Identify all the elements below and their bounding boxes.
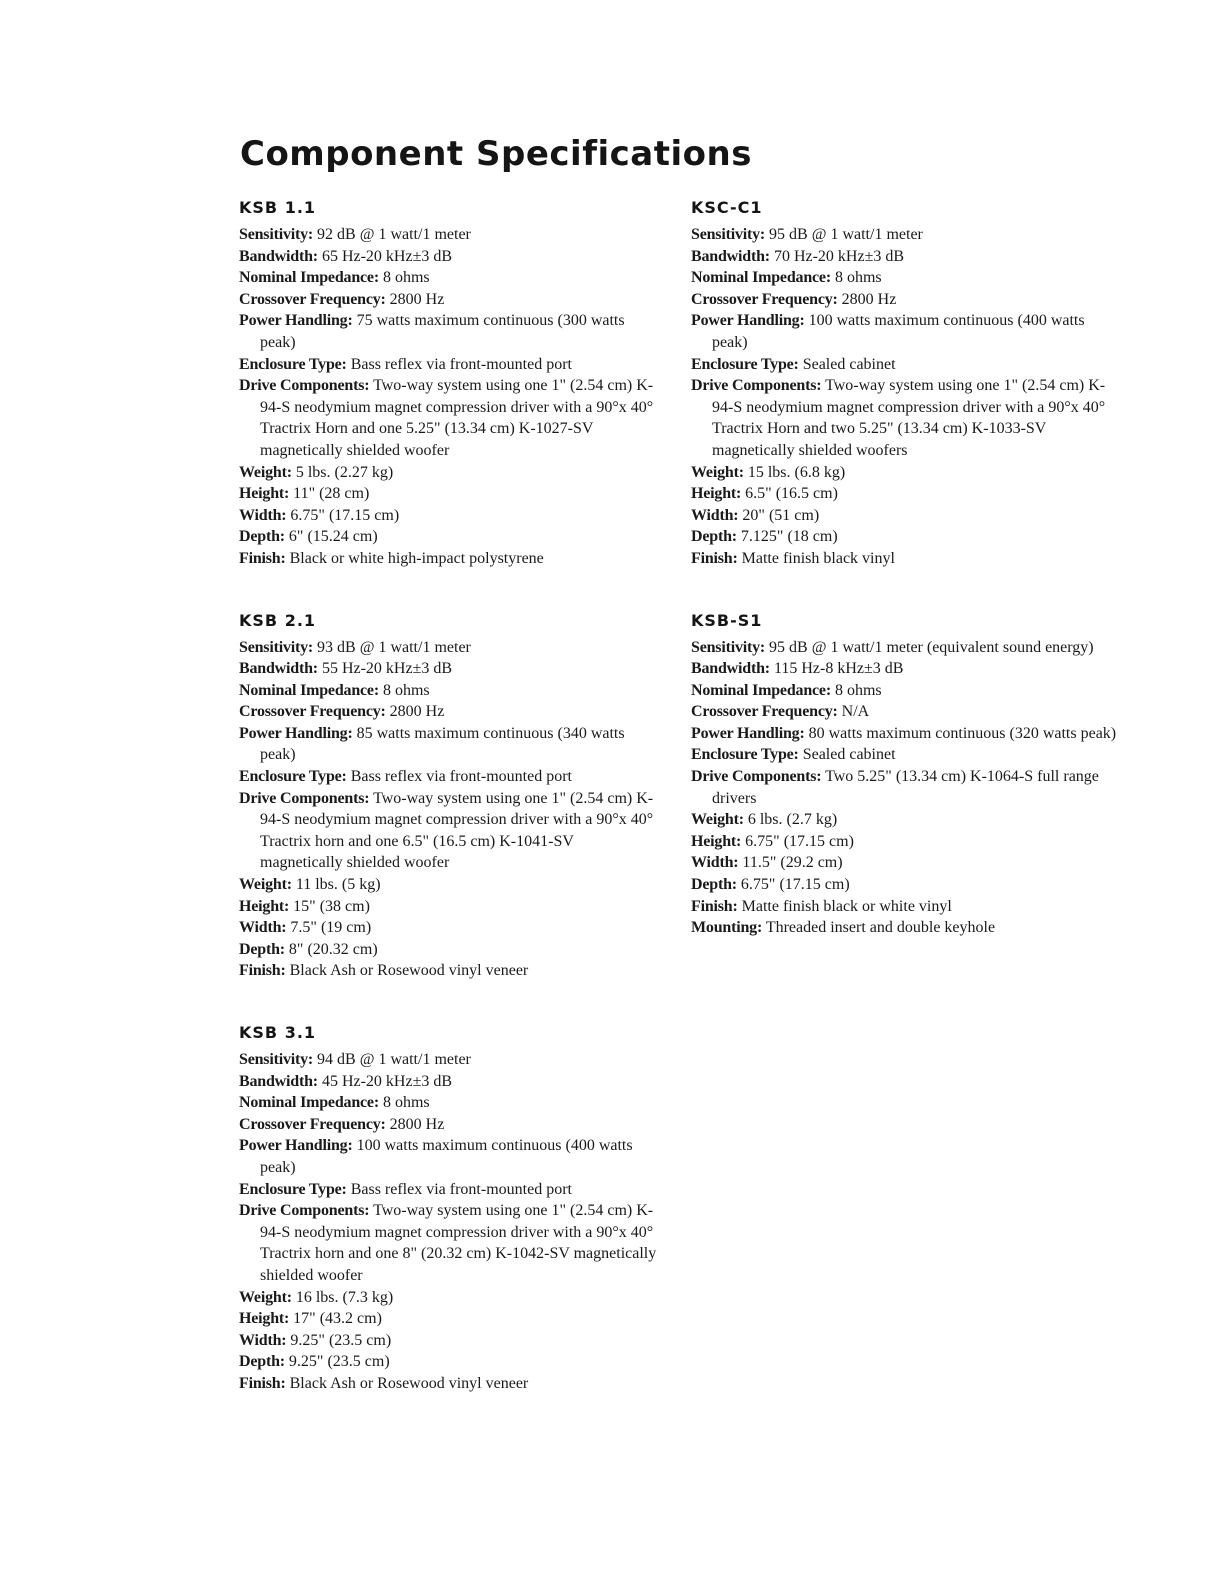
spec-label: Power Handling:: [239, 312, 353, 330]
spec-value: 80 watts maximum continuous (320 watts peak): [804, 724, 1117, 742]
spec-row: [239, 960, 659, 982]
spec-row: [239, 1308, 659, 1330]
spec-value: 8 ohms: [830, 269, 882, 287]
spec-row: [691, 874, 1121, 896]
section-title: KSC-C1: [691, 198, 763, 217]
spec-row: [239, 289, 659, 311]
spec-value: 70 Hz-20 kHz±3 dB: [769, 247, 905, 265]
spec-value: Black Ash or Rosewood vinyl veneer: [285, 1374, 529, 1392]
spec-label: Depth:: [239, 1353, 285, 1371]
spec-row: [239, 224, 659, 246]
spec-row: [239, 1092, 659, 1114]
spec-label: Sensitivity:: [239, 1051, 314, 1068]
spec-row: [691, 637, 1121, 659]
spec-value: 7.5" (19 cm): [286, 919, 372, 937]
spec-label: Crossover Frequency:: [239, 290, 386, 308]
spec-value: 45 Hz-20 kHz±3 dB: [317, 1072, 453, 1090]
spec-value: 11 lbs. (5 kg): [291, 876, 381, 894]
spec-value: 5 lbs. (2.27 kg): [291, 463, 394, 481]
spec-row: [691, 354, 1121, 376]
spec-value: 2800 Hz: [385, 290, 445, 308]
spec-row: [239, 246, 659, 268]
spec-section-ksc-c1: [691, 196, 1121, 570]
spec-label: Weight:: [239, 463, 292, 481]
spec-row: [239, 637, 659, 659]
spec-value: Sealed cabinet: [798, 355, 896, 373]
right-column: [691, 196, 1121, 939]
spec-row: [239, 658, 659, 680]
spec-row: [691, 658, 1121, 680]
spec-label: Height:: [239, 897, 290, 915]
spec-label: Finish:: [239, 1374, 286, 1392]
spec-row: [691, 375, 1121, 461]
spec-label: Crossover Frequency:: [691, 290, 838, 308]
spec-value: 15" (38 cm): [289, 897, 370, 915]
spec-value: 9.25" (23.5 cm): [286, 1331, 392, 1349]
spec-label: Width:: [239, 919, 287, 937]
spec-label: Drive Components:: [239, 789, 370, 807]
spec-value: N/A: [837, 703, 870, 721]
spec-label: Enclosure Type:: [239, 355, 347, 373]
spec-value: 93 dB @ 1 watt/1 meter: [313, 638, 471, 656]
spec-value: 55 Hz-20 kHz±3 dB: [317, 660, 453, 678]
spec-row: [239, 505, 659, 527]
spec-value: 15 lbs. (6.8 kg): [743, 463, 846, 481]
spec-row: [691, 289, 1121, 311]
spec-row: [239, 1114, 659, 1136]
spec-row: [239, 1351, 659, 1373]
spec-label: Width:: [239, 506, 287, 524]
left-column: [239, 196, 659, 1395]
spec-label: Weight:: [691, 811, 744, 829]
spec-value: Black or white high-impact polystyrene: [285, 549, 544, 567]
spec-label: Depth:: [239, 940, 285, 958]
spec-label: Bandwidth:: [691, 247, 770, 265]
spec-label: Sensitivity:: [691, 638, 766, 656]
spec-value: 6" (15.24 cm): [284, 528, 378, 546]
spec-row: [691, 526, 1121, 548]
spec-value: Two-way system using one 1" (2.54 cm) K-94-S neodymium magnet compression driver with a 90°x 40° Tractrix Horn and one 5.25" (13.34 cm) K-1027-SV magnetically shielded woofer: [260, 377, 654, 459]
spec-label: Width:: [239, 1331, 287, 1349]
spec-label: Height:: [239, 485, 290, 503]
spec-label: Nominal Impedance:: [691, 269, 831, 287]
spec-row: [239, 874, 659, 896]
spec-row: [691, 483, 1121, 505]
spec-label: Depth:: [691, 528, 737, 546]
spec-label: Nominal Impedance:: [691, 681, 831, 699]
spec-label: Drive Components:: [239, 1202, 370, 1220]
spec-row: [239, 1200, 659, 1286]
spec-row: [239, 723, 659, 766]
spec-value: 8 ohms: [378, 1094, 430, 1112]
spec-label: Sensitivity:: [239, 638, 314, 656]
spec-value: 8 ohms: [378, 269, 430, 287]
spec-label: Sensitivity:: [691, 226, 766, 243]
spec-row: [691, 723, 1121, 745]
spec-value: Sealed cabinet: [798, 746, 896, 764]
spec-value: 20" (51 cm): [738, 506, 820, 524]
spec-section-ksb-s1: [691, 609, 1121, 939]
spec-value: 8 ohms: [830, 681, 882, 699]
spec-label: Drive Components:: [691, 377, 822, 395]
spec-label: Height:: [239, 1310, 290, 1328]
spec-section-ksb-1-1: [239, 196, 659, 570]
spec-value: Bass reflex via front-mounted port: [346, 355, 572, 373]
spec-label: Finish:: [239, 549, 286, 567]
spec-section-ksb-3-1: [239, 1021, 659, 1395]
spec-value: 95 dB @ 1 watt/1 meter (equivalent sound energy): [765, 638, 1094, 656]
spec-row: [691, 224, 1121, 246]
spec-section-ksb-2-1: [239, 609, 659, 983]
spec-label: Power Handling:: [691, 312, 805, 330]
spec-value: 11" (28 cm): [289, 485, 370, 503]
spec-label: Bandwidth:: [691, 660, 770, 678]
section-title: KSB 1.1: [239, 198, 317, 217]
spec-value: 7.125" (18 cm): [736, 528, 838, 546]
spec-value: Matte finish black or white vinyl: [737, 897, 952, 915]
spec-row: [239, 1179, 659, 1201]
spec-value: 6.75" (17.15 cm): [736, 876, 850, 894]
spec-value: Two 5.25" (13.34 cm) K-1064-S full range drivers: [712, 768, 1099, 807]
spec-value: 6.5" (16.5 cm): [741, 485, 838, 503]
spec-row: [691, 701, 1121, 723]
spec-label: Height:: [691, 485, 742, 503]
spec-label: Nominal Impedance:: [239, 681, 379, 699]
spec-value: 2800 Hz: [837, 290, 897, 308]
spec-label: Enclosure Type:: [239, 768, 347, 786]
spec-label: Enclosure Type:: [691, 746, 799, 764]
spec-value: 16 lbs. (7.3 kg): [291, 1288, 394, 1306]
spec-value: 6 lbs. (2.7 kg): [743, 811, 838, 829]
spec-label: Finish:: [239, 962, 286, 980]
spec-row: [239, 462, 659, 484]
spec-row: [239, 917, 659, 939]
spec-label: Power Handling:: [239, 1137, 353, 1155]
spec-value: Bass reflex via front-mounted port: [346, 768, 572, 786]
spec-value: 2800 Hz: [385, 703, 445, 721]
spec-value: Bass reflex via front-mounted port: [346, 1180, 572, 1198]
spec-row: [691, 310, 1121, 353]
spec-row: [691, 809, 1121, 831]
spec-value: Threaded insert and double keyhole: [762, 919, 996, 937]
spec-label: Crossover Frequency:: [239, 703, 386, 721]
spec-value: 8 ohms: [378, 681, 430, 699]
spec-value: 100 watts maximum continuous (400 watts peak): [712, 312, 1085, 351]
spec-row: [239, 1049, 659, 1071]
spec-row: [691, 246, 1121, 268]
spec-row: [239, 1373, 659, 1395]
spec-value: 17" (43.2 cm): [289, 1310, 382, 1328]
spec-row: [691, 680, 1121, 702]
spec-row: [691, 462, 1121, 484]
spec-row: [239, 766, 659, 788]
spec-label: Finish:: [691, 549, 738, 567]
spec-row: [691, 917, 1121, 939]
spec-row: [239, 375, 659, 461]
spec-row: [239, 939, 659, 961]
spec-value: 8" (20.32 cm): [284, 940, 378, 958]
section-title: KSB 2.1: [239, 610, 317, 630]
spec-label: Weight:: [239, 876, 292, 894]
spec-value: 11.5" (29.2 cm): [738, 854, 843, 872]
spec-label: Nominal Impedance:: [239, 1094, 379, 1112]
spec-label: Enclosure Type:: [239, 1180, 347, 1198]
spec-label: Mounting:: [691, 919, 763, 937]
spec-label: Finish:: [691, 897, 738, 915]
spec-value: Two-way system using one 1" (2.54 cm) K-94-S neodymium magnet compression driver with a 90°x 40° Tractrix horn and one 8" (20.32 cm) K-1042-SV magnetically shielded woofer: [260, 1202, 657, 1284]
spec-row: [691, 505, 1121, 527]
spec-value: Matte finish black vinyl: [737, 549, 895, 567]
spec-row: [239, 267, 659, 289]
spec-row: [691, 766, 1121, 809]
spec-row: [239, 701, 659, 723]
spec-label: Height:: [691, 832, 742, 850]
spec-row: [239, 680, 659, 702]
spec-row: [691, 852, 1121, 874]
spec-value: 65 Hz-20 kHz±3 dB: [317, 247, 453, 265]
spec-label: Weight:: [691, 463, 744, 481]
spec-row: [691, 267, 1121, 289]
spec-label: Depth:: [691, 876, 737, 894]
spec-label: Power Handling:: [239, 724, 353, 742]
section-title: KSB 3.1: [239, 1023, 317, 1042]
spec-label: Width:: [691, 854, 739, 872]
spec-label: Bandwidth:: [239, 660, 318, 678]
spec-label: Bandwidth:: [239, 1072, 318, 1090]
spec-value: 6.75" (17.15 cm): [286, 506, 400, 524]
spec-row: [239, 1287, 659, 1309]
spec-row: [239, 310, 659, 353]
spec-row: [691, 896, 1121, 918]
spec-value: 94 dB @ 1 watt/1 meter: [313, 1051, 471, 1068]
spec-label: Weight:: [239, 1288, 292, 1306]
spec-value: 100 watts maximum continuous (400 watts peak): [260, 1137, 633, 1176]
spec-label: Crossover Frequency:: [691, 703, 838, 721]
spec-row: [691, 548, 1121, 570]
spec-value: 2800 Hz: [385, 1115, 445, 1133]
spec-row: [239, 483, 659, 505]
spec-value: 115 Hz-8 kHz±3 dB: [769, 660, 904, 678]
spec-label: Power Handling:: [691, 724, 805, 742]
spec-value: 9.25" (23.5 cm): [284, 1353, 390, 1371]
page-title: Component Specifications: [240, 134, 752, 174]
spec-value: 95 dB @ 1 watt/1 meter: [765, 226, 923, 243]
spec-row: [239, 548, 659, 570]
spec-row: [239, 1135, 659, 1178]
spec-label: Width:: [691, 506, 739, 524]
spec-value: Black Ash or Rosewood vinyl veneer: [285, 962, 529, 980]
spec-row: [691, 831, 1121, 853]
spec-label: Crossover Frequency:: [239, 1115, 386, 1133]
spec-row: [691, 744, 1121, 766]
spec-row: [239, 788, 659, 874]
spec-value: 6.75" (17.15 cm): [741, 832, 854, 850]
spec-value: Two-way system using one 1" (2.54 cm) K-94-S neodymium magnet compression driver with a 90°x 40° Tractrix Horn and two 5.25" (13.34 cm) K-1033-SV magnetically shielded woofers: [712, 377, 1106, 459]
spec-value: 92 dB @ 1 watt/1 meter: [313, 226, 471, 243]
spec-label: Sensitivity:: [239, 226, 314, 243]
spec-label: Enclosure Type:: [691, 355, 799, 373]
spec-row: [239, 526, 659, 548]
spec-value: 85 watts maximum continuous (340 watts peak): [260, 724, 625, 764]
spec-label: Bandwidth:: [239, 247, 318, 265]
spec-value: 75 watts maximum continuous (300 watts peak): [260, 312, 625, 351]
section-title: KSB-S1: [691, 610, 763, 630]
spec-label: Nominal Impedance:: [239, 269, 379, 287]
spec-value: Two-way system using one 1" (2.54 cm) K-94-S neodymium magnet compression driver with a 90°x 40° Tractrix horn and one 6.5" (16.5 cm) K-1041-SV magnetically shielded woofer: [260, 789, 654, 872]
spec-row: [239, 354, 659, 376]
spec-row: [239, 1330, 659, 1352]
spec-label: Depth:: [239, 528, 285, 546]
spec-label: Drive Components:: [691, 768, 822, 786]
spec-label: Drive Components:: [239, 377, 370, 395]
spec-row: [239, 896, 659, 918]
spec-row: [239, 1071, 659, 1093]
